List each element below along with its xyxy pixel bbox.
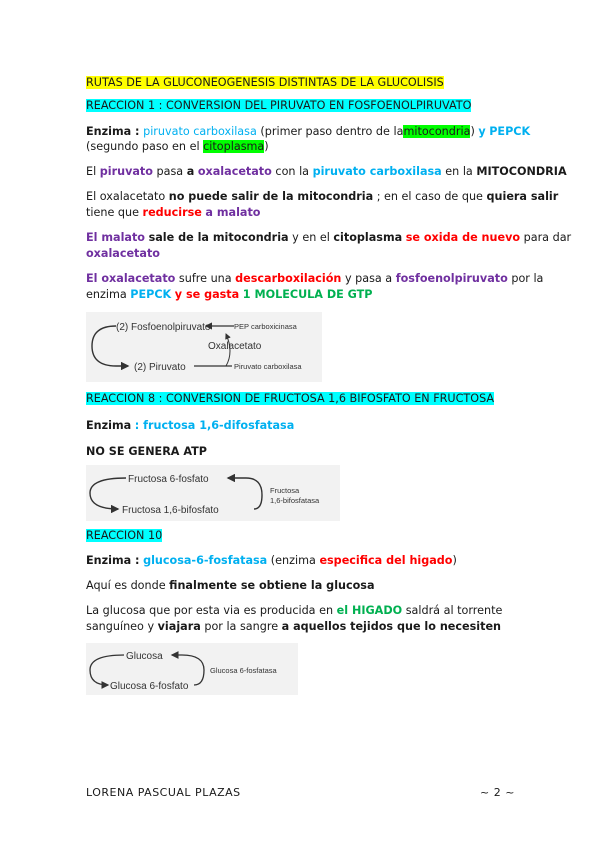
text: (enzima <box>270 554 316 567</box>
enzima-text: (segundo paso en el <box>86 140 200 153</box>
enzima-text: (primer paso dentro de la <box>260 125 404 138</box>
text: ; en el caso de que <box>376 190 483 203</box>
r1-enzima-line-2 <box>86 139 269 154</box>
reaccion-10-heading <box>86 528 162 543</box>
mitocondria: MITOCONDRIA <box>476 165 567 178</box>
enzima-piruvato-carboxilasa: piruvato carboxilasa <box>143 125 257 138</box>
r8-enzima-line <box>86 418 294 433</box>
text: sufre una <box>178 272 232 285</box>
diagram-pep-carboxicinasa: PEP carboxicinasa <box>234 322 297 331</box>
text: sale de la mitocondria <box>148 231 289 244</box>
citoplasma: citoplasma <box>333 231 403 244</box>
r1-paragraph-3b <box>86 205 261 220</box>
r1-paragraph-4 <box>86 230 571 245</box>
pepck: PEPCK <box>130 288 172 301</box>
footer-author: LORENA PASCUAL PLAZAS <box>86 786 241 799</box>
no-genera-atp: NO SE GENERA ATP <box>86 445 207 458</box>
reaccion-1-heading-text: REACCION 1 : CONVERSION DEL PIRUVATO EN FOSFOENOLPIRUVATO <box>86 99 472 112</box>
gtp: 1 MOLECULA DE GTP <box>242 288 373 301</box>
r1-enzima-line <box>86 124 530 139</box>
diagram-enzima-2: 1,6-bifosfatasa <box>270 496 320 505</box>
viajara: viajara <box>157 620 201 633</box>
text: tiene que <box>86 206 139 219</box>
especifica-del-higado: especifica del higado <box>319 554 453 567</box>
text: saldrá al torrente <box>405 604 503 617</box>
diagram-pep-label: (2) Fosfoenolpiruvato <box>116 322 211 333</box>
text: con la <box>275 165 310 178</box>
enzima-label: Enzima : <box>86 554 140 567</box>
text: El <box>86 165 97 178</box>
diagram-glucosa-6-fosfato: Glucosa 6-fosfato <box>110 681 189 692</box>
page-title <box>86 75 444 90</box>
diagram-glucosa-6-fosfatasa: Glucosa 6-fosfatasa <box>210 666 277 675</box>
enzima-label: Enzima <box>86 419 132 432</box>
text: y en el <box>292 231 330 244</box>
oxalacetato: oxalacetato <box>197 165 272 178</box>
citoplasma-highlight: citoplasma <box>203 140 265 153</box>
text: no puede salir de la mitocondria <box>168 190 374 203</box>
el-higado: el HIGADO <box>336 604 403 617</box>
se-gasta: y se gasta <box>174 288 240 301</box>
glucosa-6-fosfatasa: glucosa-6-fosfatasa <box>143 554 268 567</box>
piruvato: piruvato <box>99 165 153 178</box>
tejidos: a aquellos tejidos que lo necesiten <box>281 620 502 633</box>
r1-paragraph-5b <box>86 287 373 302</box>
title-text: RUTAS DE LA GLUCONEOGENESIS DISTINTAS DE LA GLUCOLISIS <box>86 76 444 89</box>
r1-paragraph-4b <box>86 246 160 261</box>
diagram-fructosa-6-fosfato: Fructosa 6-fosfato <box>128 474 209 485</box>
r10-paragraph-3 <box>86 603 502 618</box>
text: pasa <box>156 165 184 178</box>
reaccion-10-heading-text: REACCION 10 <box>86 529 163 542</box>
r10-paragraph-3b <box>86 619 501 634</box>
diagram-piruvato-carboxilasa: Piruvato carboxilasa <box>234 362 302 371</box>
diagram-piruvato-label: (2) Piruvato <box>134 362 186 373</box>
r1-paragraph-2 <box>86 164 567 179</box>
text: El oxalacetato <box>86 190 166 203</box>
text: por la <box>511 272 544 285</box>
diagram-piruvato-pep <box>86 312 322 382</box>
diagram-glucosa <box>86 643 298 695</box>
text: quiera salir <box>486 190 559 203</box>
footer-page-number: ~ 2 ~ <box>480 786 515 799</box>
se-oxida: se oxida de nuevo <box>405 231 521 244</box>
enzima-label: Enzima : <box>86 125 140 138</box>
malato: a malato <box>205 206 261 219</box>
obtiene-glucosa: finalmente se obtiene la glucosa <box>169 579 375 592</box>
r1-paragraph-3 <box>86 189 558 204</box>
r1-paragraph-5 <box>86 271 543 286</box>
diagram-fructosa-bifosfato: Fructosa 1,6-bifosfato <box>122 505 219 516</box>
descarboxilacion: descarboxilación <box>235 272 342 285</box>
diagram-enzima-1: Fructosa <box>270 486 300 495</box>
text: para dar <box>523 231 572 244</box>
enzima-text: ) <box>470 125 475 138</box>
fructosa-difosfatasa: : fructosa 1,6-difosfatasa <box>134 419 295 432</box>
fosfoenolpiruvato: fosfoenolpiruvato <box>395 272 508 285</box>
enzima-pepck: PEPCK <box>489 125 531 138</box>
malato: El malato <box>86 231 145 244</box>
diagram-glucosa-label: Glucosa <box>126 651 163 662</box>
text: sanguíneo y <box>86 620 155 633</box>
text: ) <box>452 554 457 567</box>
text: por la sangre <box>204 620 279 633</box>
oxalacetato: El oxalacetato <box>86 272 176 285</box>
enzima-text: ) <box>264 140 269 153</box>
piruvato-carboxilasa: piruvato carboxilasa <box>312 165 442 178</box>
no-atp-line <box>86 444 207 459</box>
r10-enzima-line <box>86 553 457 568</box>
text: La glucosa que por esta via es producida en <box>86 604 334 617</box>
reducirse: reducirse <box>142 206 202 219</box>
diagram-fructosa <box>86 465 340 521</box>
diagram-oxalacetato-label: Oxalacetato <box>208 341 262 352</box>
text: enzima <box>86 288 127 301</box>
reaccion-8-heading <box>86 391 494 406</box>
text: a <box>186 165 195 178</box>
enzima-y: y <box>478 125 486 138</box>
reaccion-1-heading <box>86 98 471 113</box>
mitocondria-highlight: mitocondria <box>403 125 471 138</box>
text: en la <box>445 165 473 178</box>
r10-paragraph-2 <box>86 578 375 593</box>
oxalacetato: oxalacetato <box>86 247 160 260</box>
text: y pasa a <box>344 272 393 285</box>
text: Aquí es donde <box>86 579 166 592</box>
reaccion-8-heading-text: REACCION 8 : CONVERSION DE FRUCTOSA 1,6 BIFOSFATO EN FRUCTOSA <box>86 392 495 405</box>
